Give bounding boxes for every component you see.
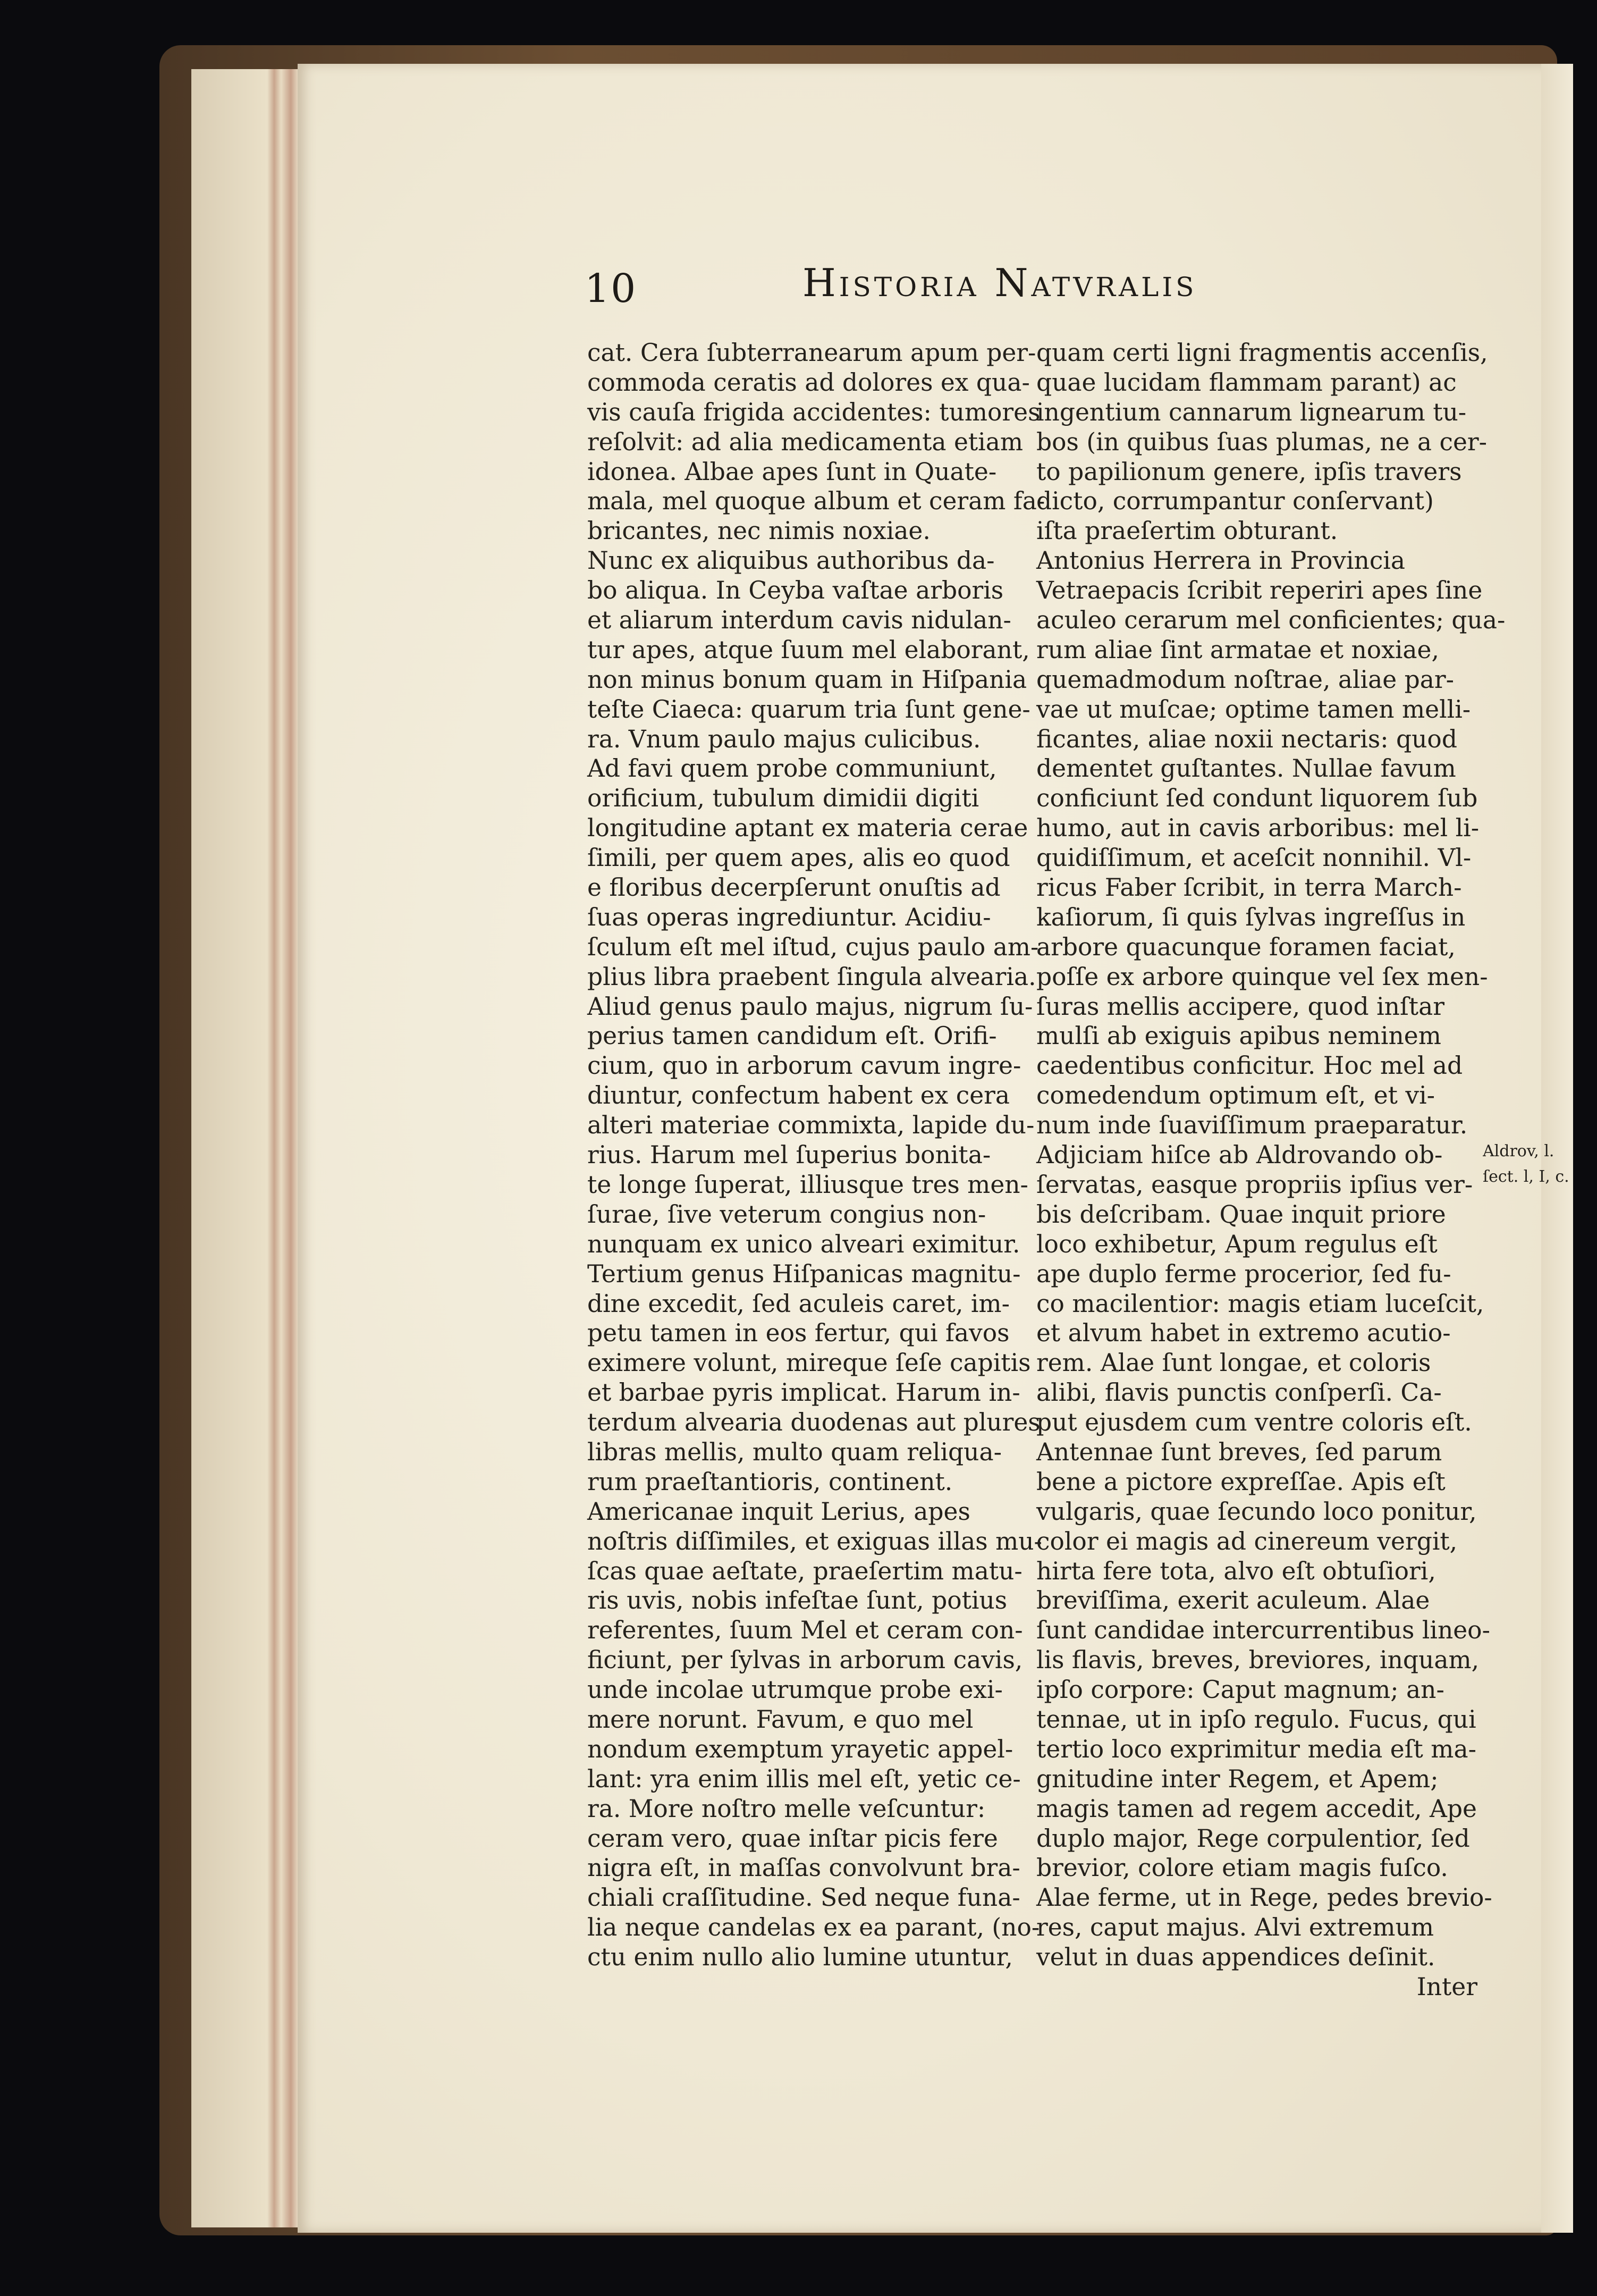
text-line: rem. Alae ſunt longae, et coloris xyxy=(1036,1349,1431,1377)
text-line: ſuras mellis accipere, quod inſtar xyxy=(1036,992,1444,1021)
text-line: e floribus decerpſerunt onuſtis ad xyxy=(587,873,1001,902)
text-line: plius libra praebent ſingula alvearia. xyxy=(587,962,1036,991)
text-line: commoda ceratis ad dolores ex qua- xyxy=(587,368,1030,397)
text-line: Antennae ſunt breves, ſed parum xyxy=(1036,1437,1442,1466)
running-head xyxy=(0,250,1597,324)
text-line: ſervatas, easque propriis ipſius ver- xyxy=(1036,1170,1473,1199)
text-line: to papilionum genere, ipſis travers xyxy=(1036,457,1462,486)
text-line: Ad favi quem probe communiunt, xyxy=(587,754,997,783)
page-number: 10 xyxy=(585,266,637,312)
text-line: et alvum habet in extremo acutio- xyxy=(1036,1319,1451,1348)
text-line: cium, quo in arborum cavum ingre- xyxy=(587,1052,1021,1080)
text-line: ficantes, aliae noxii nectaris: quod xyxy=(1036,725,1457,753)
text-line: longitudine aptant ex materia cerae xyxy=(587,814,1028,843)
text-line: Americanae inquit Lerius, apes xyxy=(587,1497,970,1526)
text-line: aculeo cerarum mel conficientes; qua- xyxy=(1036,606,1506,635)
text-line: ſuas operas ingrediuntur. Acidiu- xyxy=(587,903,991,931)
text-line: brevior, colore etiam magis fuſco. xyxy=(1036,1854,1448,1882)
text-line: hirta fere tota, alvo eſt obtuſiori, xyxy=(1036,1557,1436,1585)
text-line: eximere volunt, mireque ſeſe capitis xyxy=(587,1349,1031,1377)
text-line: quemadmodum noſtrae, aliae par- xyxy=(1036,665,1455,694)
text-line: lis flavis, breves, breviores, inquam, xyxy=(1036,1646,1480,1675)
text-line: put ejusdem cum ventre coloris eſt. xyxy=(1036,1408,1472,1437)
text-line: Nunc ex aliquibus authoribus da- xyxy=(587,546,995,575)
text-line: libras mellis, multo quam reliqua- xyxy=(587,1437,1002,1466)
text-line: orificium, tubulum dimidii digiti xyxy=(587,784,979,813)
text-line: chiali craſſitudine. Sed neque funa- xyxy=(587,1883,1020,1912)
left-text-column xyxy=(587,338,1045,1972)
text-line: quam certi ligni fragmentis accenſis, xyxy=(1036,339,1488,367)
text-line: unde incolae utrumque probe exi- xyxy=(587,1676,1003,1704)
text-line: teſte Ciaeca: quarum tria ſunt gene- xyxy=(587,695,1030,724)
text-line: ſculum eſt mel iſtud, cujus paulo am- xyxy=(587,932,1039,961)
text-line: mere norunt. Favum, e quo mel xyxy=(587,1705,974,1734)
text-line: comedendum optimum eſt, et vi- xyxy=(1036,1081,1435,1110)
text-line: bene a pictore expreſſae. Apis eſt xyxy=(1036,1467,1446,1496)
text-line: et aliarum interdum cavis nidulan- xyxy=(587,606,1011,635)
text-line: Tertium genus Hiſpanicas magnitu- xyxy=(587,1259,1021,1288)
text-line: ſurae, ſive veterum congius non- xyxy=(587,1200,986,1229)
text-line: duplo major, Rege corpulentior, ſed xyxy=(1036,1824,1470,1853)
text-line: ris uvis, nobis infeſtae ſunt, potius xyxy=(587,1586,1008,1615)
text-line: dementet guſtantes. Nullae favum xyxy=(1036,754,1456,783)
text-line: magis tamen ad regem accedit, Ape xyxy=(1036,1794,1477,1823)
text-line: ricus Faber ſcribit, in terra March- xyxy=(1036,873,1462,902)
text-line: dicto, corrumpantur conſervant) xyxy=(1036,487,1434,516)
text-line: breviſſima, exerit aculeum. Alae xyxy=(1036,1586,1430,1615)
text-line: dine excedit, ſed aculeis caret, im- xyxy=(587,1289,1010,1318)
text-line: velut in duas appendices deſinit. xyxy=(1036,1943,1435,1972)
text-line: noſtris diſſimiles, et exiguas illas mu- xyxy=(587,1527,1042,1555)
text-line: arbore quacunque foramen faciat, xyxy=(1036,932,1456,961)
text-line: vulgaris, quae ſecundo loco ponitur, xyxy=(1036,1497,1477,1526)
text-line: referentes, ſuum Mel et ceram con- xyxy=(587,1616,1023,1645)
text-line: ſcas quae aeſtate, praeſertim matu- xyxy=(587,1557,1023,1585)
text-line: lia neque candelas ex ea parant, (no- xyxy=(587,1913,1040,1942)
text-line: alibi, flavis punctis conſperſi. Ca- xyxy=(1036,1378,1442,1407)
text-line: ape duplo ferme procerior, ſed fu- xyxy=(1036,1259,1451,1288)
text-line: nondum exemptum yrayetic appel- xyxy=(587,1735,1013,1763)
text-line: Antonius Herrera in Provincia xyxy=(1036,546,1405,575)
text-line: poſſe ex arbore quinque vel ſex men- xyxy=(1036,962,1488,991)
text-line: nunquam ex unico alveari eximitur. xyxy=(587,1230,1020,1258)
text-line: nigra eſt, in maſſas convolvunt bra- xyxy=(587,1854,1020,1882)
text-line: ſimili, per quem apes, alis eo quod xyxy=(587,844,1010,872)
margin-note-line: ſect. l, I, c. xyxy=(1483,1167,1569,1186)
text-line: te longe ſuperat, illiusque tres men- xyxy=(587,1170,1028,1199)
text-line: perius tamen candidum eſt. Orifi- xyxy=(587,1022,997,1050)
text-line: tur apes, atque ſuum mel elaborant, xyxy=(587,635,1030,664)
text-line: res, caput majus. Alvi extremum xyxy=(1036,1913,1434,1942)
text-line: ingentium cannarum lignearum tu- xyxy=(1036,398,1467,426)
text-line: non minus bonum quam in Hiſpania xyxy=(587,665,1027,694)
text-line: alteri materiae commixta, lapide du- xyxy=(587,1111,1035,1140)
text-line: petu tamen in eos fertur, qui favos xyxy=(587,1319,1010,1348)
text-line: et barbae pyris implicat. Harum in- xyxy=(587,1378,1020,1407)
margin-note-line: Aldrov, l. xyxy=(1483,1142,1554,1160)
text-line: conficiunt ſed condunt liquorem ſub xyxy=(1036,784,1478,813)
text-line: ficiunt, per ſylvas in arborum cavis, xyxy=(587,1646,1023,1675)
text-line: quidiſſimum, et aceſcit nonnihil. Vl- xyxy=(1036,844,1472,872)
text-line: vis cauſa frigida accidentes: tumores xyxy=(587,398,1041,426)
text-line: diuntur, confectum habent ex cera xyxy=(587,1081,1010,1110)
text-line: vae ut muſcae; optime tamen melli- xyxy=(1036,695,1471,724)
text-line: Adjiciam hiſce ab Aldrovando ob- xyxy=(1036,1141,1443,1170)
right-text-column xyxy=(1036,338,1506,2002)
text-line: Vetraepacis ſcribit reperiri apes ſine xyxy=(1036,576,1483,605)
text-line: iſta praeſertim obturant. xyxy=(1036,517,1338,545)
text-line: rius. Harum mel ſuperius bonita- xyxy=(587,1141,991,1170)
text-line: ipſo corpore: Caput magnum; an- xyxy=(1036,1676,1444,1704)
text-line: kaſiorum, ſi quis ſylvas ingreſſus in xyxy=(1036,903,1466,931)
text-line: bricantes, nec nimis noxiae. xyxy=(587,517,931,545)
text-line: rum praeſtantioris, continent. xyxy=(587,1467,953,1496)
text-line: reſolvit: ad alia medicamenta etiam xyxy=(587,427,1023,456)
text-line: bo aliqua. In Ceyba vaſtae arboris xyxy=(587,576,1004,605)
running-title: Historia Natvralis xyxy=(802,260,1197,305)
text-line: tertio loco exprimitur media eſt ma- xyxy=(1036,1735,1476,1763)
text-line: ſunt candidae intercurrentibus lineo- xyxy=(1036,1616,1490,1645)
text-line: lant: yra enim illis mel eſt, yetic ce- xyxy=(587,1764,1021,1793)
text-line: terdum alvearia duodenas aut plures xyxy=(587,1408,1041,1437)
text-line: cat. Cera ſubterranearum apum per- xyxy=(587,339,1036,367)
text-line: num inde ſuaviſſimum praeparatur. xyxy=(1036,1111,1468,1140)
text-line: quae lucidam flammam parant) ac xyxy=(1036,368,1457,397)
text-line: bos (in quibus ſuas plumas, ne a cer- xyxy=(1036,427,1488,456)
text-line: rum aliae ſint armatae et noxiae, xyxy=(1036,635,1439,664)
text-line: humo, aut in cavis arboribus: mel li- xyxy=(1036,814,1480,843)
text-line: caedentibus conficitur. Hoc mel ad xyxy=(1036,1052,1463,1080)
text-line: tennae, ut in ipſo regulo. Fucus, qui xyxy=(1036,1705,1476,1734)
text-line: ra. Vnum paulo majus culicibus. xyxy=(587,725,981,753)
text-line: bis deſcribam. Quae inquit priore xyxy=(1036,1200,1446,1229)
text-line: ra. More noſtro melle veſcuntur: xyxy=(587,1794,986,1823)
text-line: ctu enim nullo alio lumine utuntur, xyxy=(587,1943,1013,1972)
text-line: co macilentior: magis etiam luceſcit, xyxy=(1036,1289,1484,1318)
text-line: Aliud genus paulo majus, nigrum ſu- xyxy=(587,992,1033,1021)
text-line: Alae ferme, ut in Rege, pedes brevio- xyxy=(1036,1883,1492,1912)
text-line: ceram vero, quae inſtar picis fere xyxy=(587,1824,998,1853)
margin-note xyxy=(1483,1139,1573,1190)
text-line: idonea. Albae apes ſunt in Quate- xyxy=(587,457,997,486)
text-line: color ei magis ad cinereum vergit, xyxy=(1036,1527,1458,1555)
text-line: mala, mel quoque album et ceram fa- xyxy=(587,487,1045,516)
text-line: mulſi ab exiguis apibus neminem xyxy=(1036,1022,1441,1050)
text-line: gnitudine inter Regem, et Apem; xyxy=(1036,1764,1439,1793)
text-line: loco exhibetur, Apum regulus eſt xyxy=(1036,1230,1438,1258)
text-line: Inter xyxy=(1416,1972,1477,2001)
